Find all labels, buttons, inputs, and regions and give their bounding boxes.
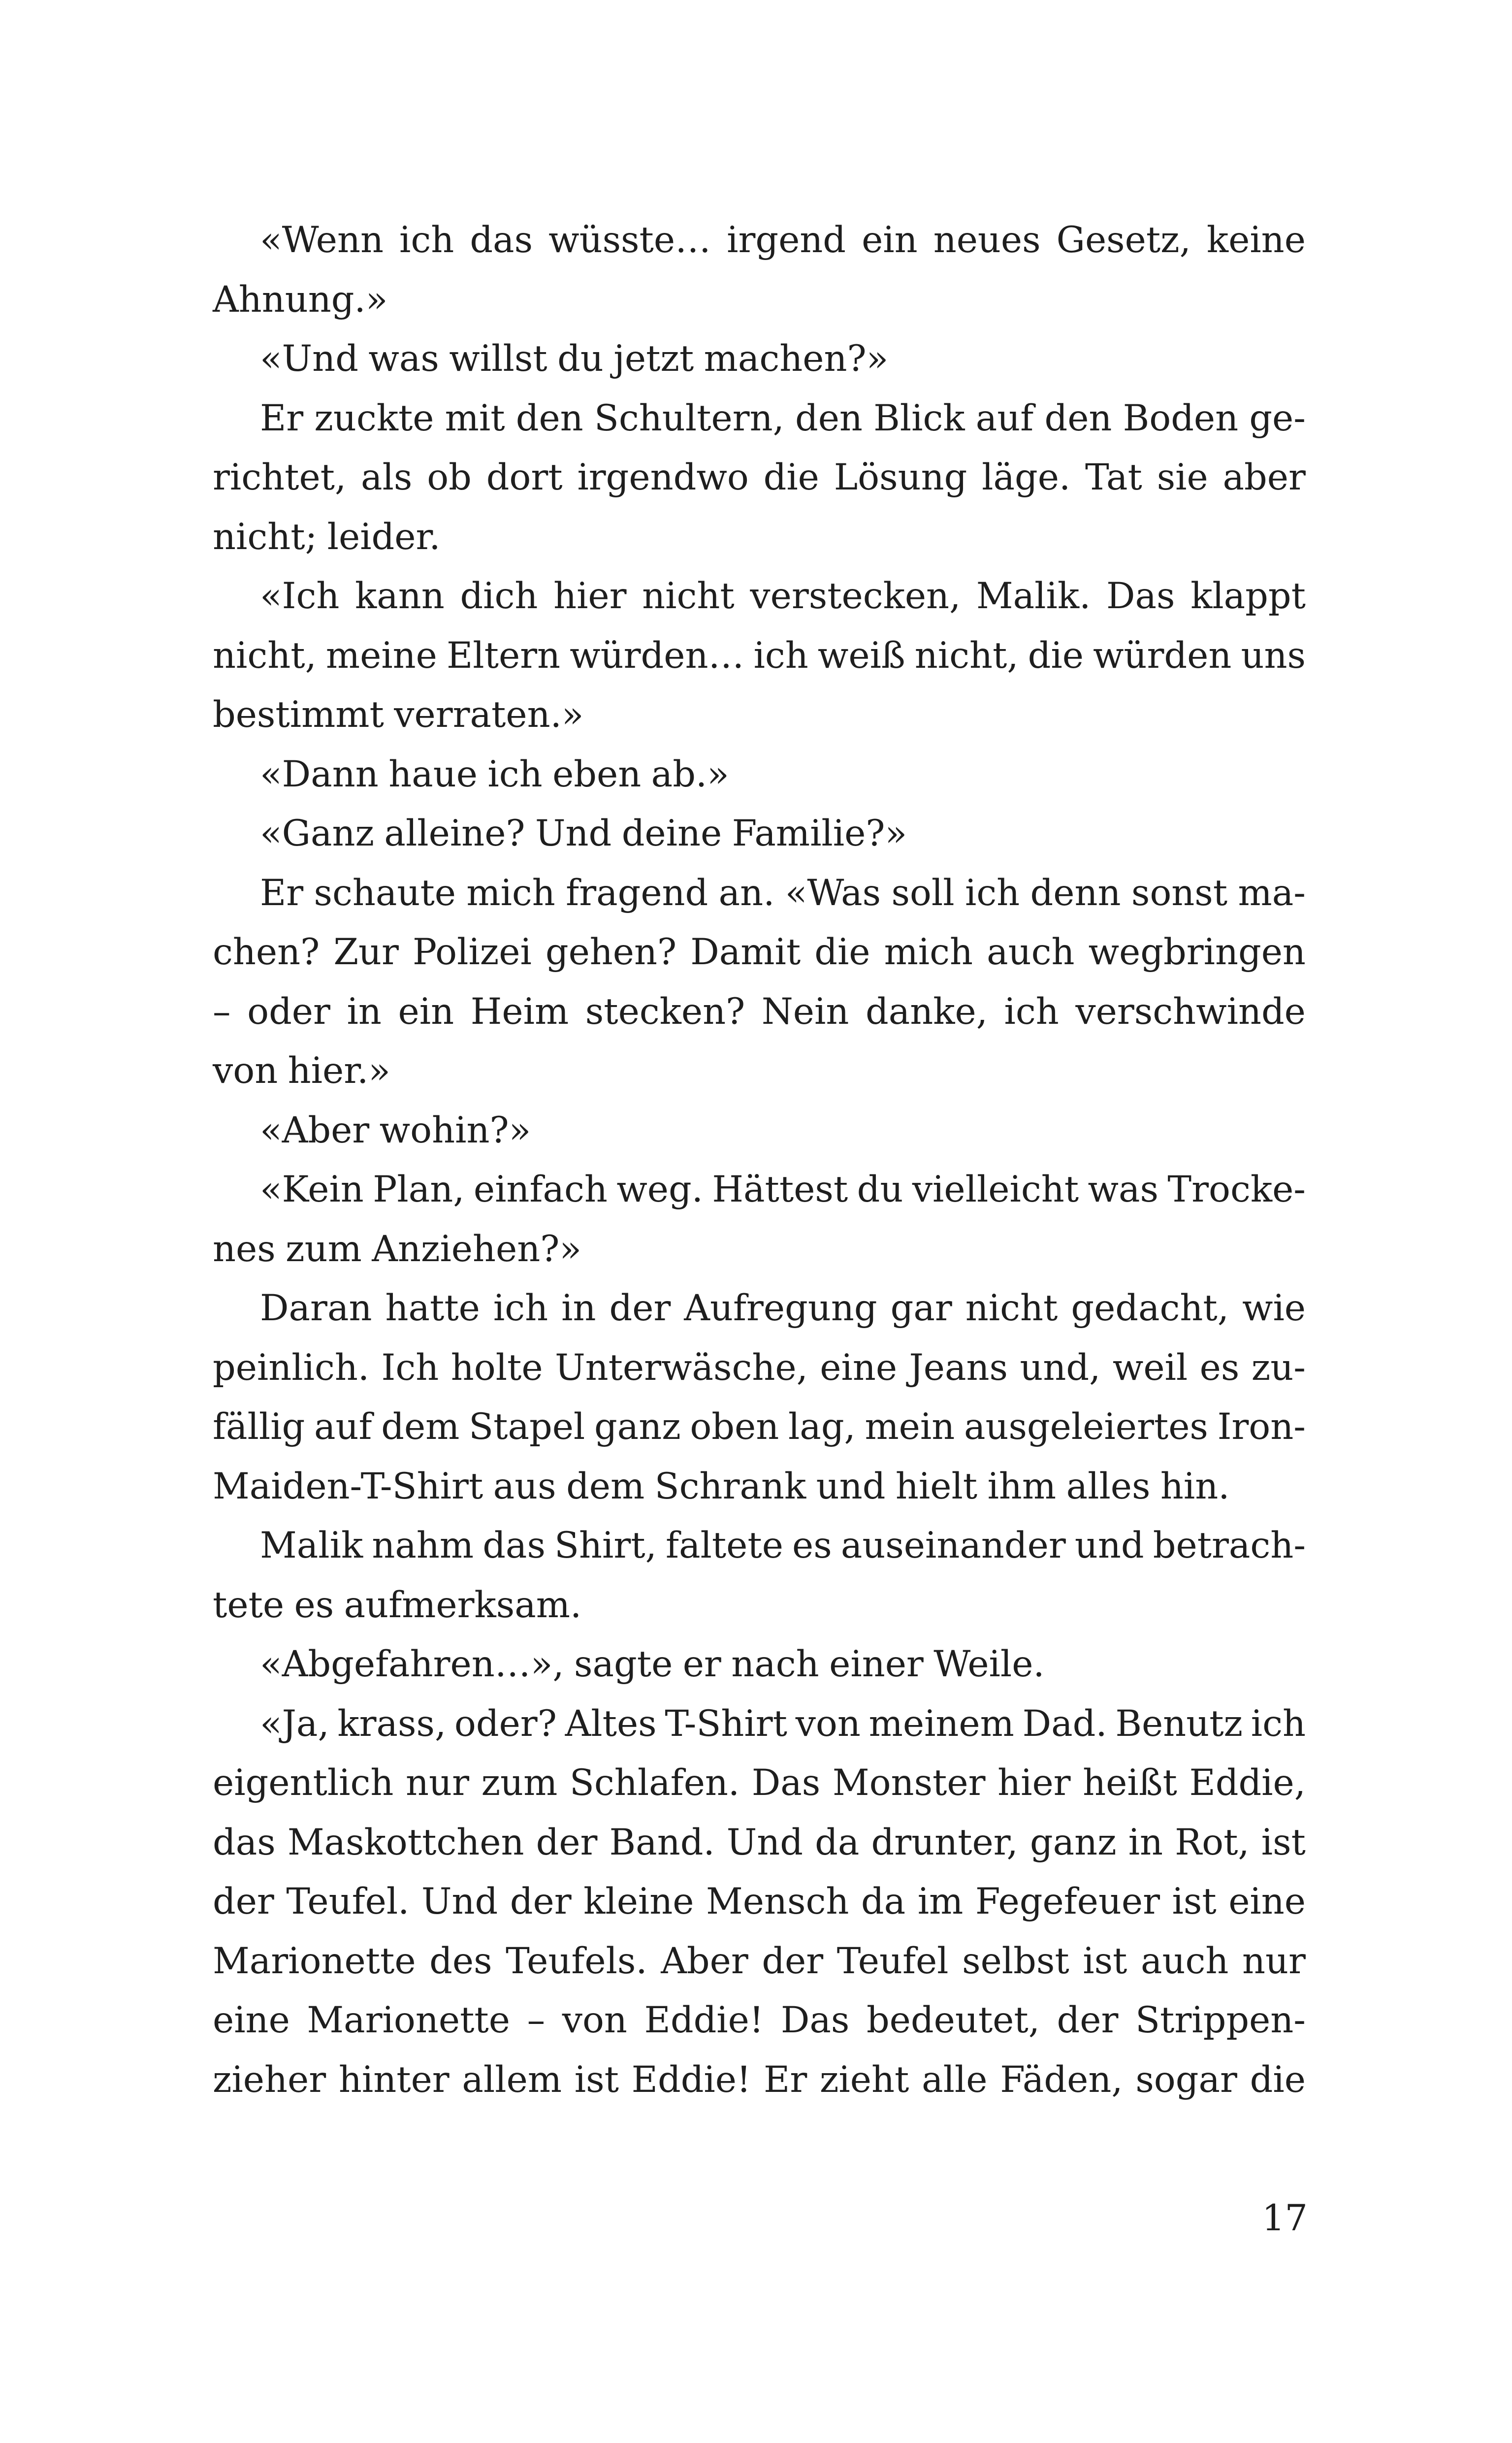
word: dort [486,456,563,498]
word: «Aber [260,1109,370,1151]
word: fällig [213,1406,305,1448]
word: würden [1093,634,1232,677]
word: Er [764,2058,807,2101]
word: holte [450,1346,543,1389]
word: auch [1140,1940,1229,1982]
word: heißt [1083,1762,1177,1804]
word: von [213,1050,278,1092]
word: Er [260,872,304,914]
word: Schrank [654,1465,806,1507]
text-line [213,1932,1306,1991]
word: das [213,1821,276,1863]
word: ich [965,872,1020,914]
word: verstecken, [750,575,961,617]
word: eben [552,753,642,795]
text-line [213,1694,1306,1754]
text-line [213,1338,1306,1398]
text-line [213,1279,1306,1338]
word: Das [780,1999,850,2041]
page-number: 17 [1262,2197,1308,2239]
text-line [213,1101,1306,1161]
word: ich [487,753,543,795]
word: ganz [1029,1821,1117,1863]
word: an. [718,872,775,914]
word: ich [753,634,808,677]
word: würden… [570,634,744,677]
word: Weile. [933,1643,1045,1685]
word: und [1074,1525,1144,1566]
word: Aber [661,1940,748,1982]
word: auf [314,1406,372,1448]
word: eine [213,1999,290,2041]
word: machen?» [704,338,889,380]
word: aus [493,1465,556,1507]
word: ich [1004,990,1059,1033]
word: krass, [337,1702,447,1745]
word: es [294,1584,334,1626]
word: klappt [1190,575,1306,617]
word: was [368,338,439,380]
word: ist [1083,1940,1127,1982]
word: Jeans [909,1346,1008,1389]
word: nur [1242,1940,1306,1982]
word: Teufels. [506,1940,647,1982]
word: Maiden-T-Shirt [213,1465,483,1507]
word: Mensch [706,1881,849,1922]
text-line [213,1813,1306,1873]
word: «Ja, [260,1702,329,1745]
word: ein [862,219,918,261]
word: den [515,397,583,439]
word: ab.» [651,753,729,795]
word: wie [1242,1287,1306,1329]
text-line [213,1991,1306,2051]
word: Schlafen. [569,1762,740,1804]
word: eigentlich [213,1762,394,1804]
word: Schultern, [594,397,784,439]
word: eine [1228,1881,1306,1922]
word: nicht; [213,516,318,558]
word: da [815,1821,860,1863]
word: faltete [665,1525,783,1566]
word: Eltern [446,634,561,677]
word: ist [574,2058,619,2101]
word: Polizei [413,931,532,973]
word: irgendwo [577,456,749,498]
text-line [213,685,1306,745]
word: ich [399,219,454,261]
word: Shirt, [554,1525,657,1566]
word: wohin?» [379,1109,531,1151]
text-line [213,1635,1306,1694]
word: wegbringen [1088,931,1306,973]
word: jetzt [613,338,694,380]
word: Das [1106,575,1175,617]
word: Eddie! [644,1999,764,2041]
word: es [1199,1346,1240,1389]
word: richtet, [213,456,347,498]
word: im [917,1881,964,1922]
word: Unterwäsche, [555,1346,808,1389]
word: meinem [869,1702,1014,1745]
word: zieher [213,2058,326,2101]
word: weil [1112,1346,1188,1389]
word: weg. [616,1169,703,1210]
word: hier.» [288,1050,390,1092]
word: mich [466,872,555,914]
word: sagte [574,1643,673,1685]
text-line [213,982,1306,1042]
word: hinter [338,2058,450,2101]
word: läge. [982,456,1071,498]
word: mein [865,1406,955,1448]
word: dem [566,1465,645,1507]
word: Teufel. [286,1881,410,1922]
word: der [609,1287,671,1329]
word: nahm [372,1525,474,1566]
word: fragend [566,872,708,914]
word: selbst [962,1940,1069,1982]
word: in [1128,1821,1163,1863]
word: drunter, [871,1821,1018,1863]
word: den [1044,397,1112,439]
word: du [857,1169,903,1210]
text-line [213,1872,1306,1932]
word: dich [460,575,538,617]
word: soll [891,872,955,914]
word: der [762,1940,824,1982]
word: von [795,1702,861,1745]
text-line [213,2051,1306,2110]
word: Fegefeuer [975,1881,1160,1922]
word: willst [449,338,547,380]
word: denn [1030,872,1121,914]
word: ausgeleiertes [964,1406,1208,1448]
word: der [213,1881,274,1922]
word: nes [213,1228,276,1270]
word: hier [553,575,627,617]
word: haue [388,753,478,795]
word: Damit [690,931,801,973]
word: T-Shirt [665,1702,787,1745]
text-line [213,567,1306,626]
word: Eddie, [1189,1762,1306,1804]
word: nur [406,1762,469,1804]
text-line [213,804,1306,864]
word: Gesetz, [1056,219,1191,261]
word: irgend [727,219,846,261]
word: auf [975,397,1034,439]
word: Malik [260,1525,363,1566]
word: ist [1172,1881,1217,1922]
word: keine [1206,219,1306,261]
word: und, [1020,1346,1101,1389]
word: mit [445,397,505,439]
word: «Wenn [260,219,384,261]
word: du [557,338,604,380]
word: hatte [385,1287,480,1329]
body-text [213,211,1306,2110]
text-line [213,329,1306,389]
word: – [213,990,231,1033]
word: leider. [327,516,441,558]
word: gehen? [545,931,677,973]
word: Teufel [836,1940,949,1982]
word: sie [1157,456,1208,498]
text-line [213,508,1306,567]
word: alles [1066,1465,1151,1507]
word: von [562,1999,627,2041]
text-line [213,923,1306,982]
word: Heim [470,990,569,1033]
word: nicht, [213,634,317,677]
word: vielleicht [912,1169,1079,1210]
text-line [213,626,1306,686]
word: den [795,397,863,439]
word: uns [1241,634,1306,677]
word: er [682,1643,721,1685]
text-line [213,745,1306,805]
word: zum [481,1762,558,1804]
word: des [429,1940,492,1982]
word: Trocke- [1167,1169,1306,1210]
word: sonst [1131,872,1228,914]
word: Aufregung [684,1287,877,1329]
word: Monster [832,1762,986,1804]
word: nicht, [914,634,1019,677]
word: Plan, [373,1169,465,1210]
text-line [213,1220,1306,1279]
word: aber [1222,456,1306,498]
word: Marionette [213,1940,416,1982]
word: Tat [1085,456,1142,498]
text-line [213,1398,1306,1457]
word: der [1057,1999,1119,2041]
word: bestimmt [213,694,384,736]
word: Iron- [1217,1406,1306,1448]
word: nach [731,1643,819,1685]
text-line [213,1516,1306,1576]
word: die [814,931,870,973]
word: alleine? [384,813,525,854]
word: Er [260,397,304,439]
word: ganz [594,1406,681,1448]
word: ich [1251,1702,1306,1745]
word: der [510,1881,572,1922]
word: Nein [761,990,849,1033]
word: hier [997,1762,1071,1804]
word: ist [1261,1821,1306,1863]
word: «Und [260,338,358,380]
word: nicht [642,575,735,617]
word: gar [890,1287,952,1329]
word: zieht [819,2058,909,2101]
text-line [213,1457,1306,1517]
word: weiß [817,634,905,677]
word: «Ich [260,575,340,617]
word: stecken? [585,990,745,1033]
word: neues [933,219,1041,261]
word: «Kein [260,1169,364,1210]
word: was [1088,1169,1158,1210]
text-line [213,211,1306,270]
word: nicht [965,1287,1058,1329]
word: Dad. [1022,1702,1107,1745]
word: zu- [1251,1346,1306,1389]
word: ihm [987,1465,1057,1507]
word: Benutz [1115,1702,1243,1745]
word: gedacht, [1071,1287,1229,1329]
word: hin. [1160,1465,1230,1507]
text-line [213,389,1306,449]
word: «Dann [260,753,379,795]
text-line [213,1160,1306,1220]
word: und [816,1465,886,1507]
word: Daran [260,1287,372,1329]
word: mich [884,931,973,973]
word: Marionette [307,1999,510,2041]
word: ma- [1238,872,1306,914]
word: Blick [873,397,965,439]
word: auch [987,931,1075,973]
word: als [361,456,413,498]
word: «Was [785,872,881,914]
text-line [213,1042,1306,1101]
word: peinlich. [213,1346,370,1389]
word: hielt [895,1465,978,1507]
word: wüsste… [548,219,711,261]
word: lag, [788,1406,856,1448]
word: Das [751,1762,821,1804]
word: Eddie! [631,2058,751,2101]
word: Malik. [976,575,1091,617]
word: Familie?» [732,813,907,854]
word: Lösung [834,456,967,498]
word: «Abgefahren…», [260,1643,564,1685]
word: ge- [1249,397,1306,439]
word: meine [325,634,437,677]
word: schaute [314,872,456,914]
word: der [536,1821,598,1863]
word: die [1250,2058,1306,2101]
word: eine [820,1346,898,1389]
word: Anziehen?» [372,1228,582,1270]
word: Boden [1123,397,1239,439]
text-line [213,270,1306,330]
word: die [1028,634,1084,677]
text-line [213,1754,1306,1813]
word: Zur [333,931,399,973]
word: Band. [609,1821,715,1863]
word: Hättest [712,1169,848,1210]
word: Altes [565,1702,657,1745]
word: sogar [1135,2058,1237,2101]
word: allem [462,2058,562,2101]
word: das [483,1525,546,1566]
word: Und [421,1881,498,1922]
word: zum [286,1228,362,1270]
word: ein [398,990,454,1033]
text-line [213,1576,1306,1635]
word: deine [621,813,722,854]
word: in [561,1287,596,1329]
word: Rot, [1175,1821,1250,1863]
word: alle [922,2058,988,2101]
word: danke, [865,990,988,1033]
word: in [347,990,382,1033]
text-line [213,448,1306,508]
word: zuckte [314,397,434,439]
word: kleine [583,1881,694,1922]
word: es [792,1525,832,1566]
word: aufmerksam. [344,1584,582,1626]
word: das [470,219,533,261]
word: verschwinde [1075,990,1306,1033]
word: ich [493,1287,548,1329]
word: Und [726,1821,804,1863]
word: oben [690,1406,779,1448]
word: tete [213,1584,285,1626]
word: auseinander [840,1525,1066,1566]
word: die [763,456,819,498]
word: da [861,1881,906,1922]
word: einer [829,1643,924,1685]
word: verraten.» [394,694,584,736]
word: Maskottchen [287,1821,524,1863]
word: Stapel [469,1406,585,1448]
word: dem [381,1406,460,1448]
word: Und [535,813,612,854]
word: betrach- [1153,1525,1306,1566]
word: «Ganz [260,813,374,854]
word: Fäden, [1000,2058,1123,2101]
word: bedeutet, [866,1999,1040,2041]
word: – [527,1999,546,2041]
word: kann [355,575,445,617]
word: chen? [213,931,320,973]
word: Ich [381,1346,439,1389]
word: Ahnung.» [213,278,388,321]
word: ob [427,456,472,498]
word: einfach [473,1169,608,1210]
text-line [213,864,1306,923]
word: oder [247,990,330,1033]
word: oder? [454,1702,557,1745]
word: Strippen- [1135,1999,1306,2041]
